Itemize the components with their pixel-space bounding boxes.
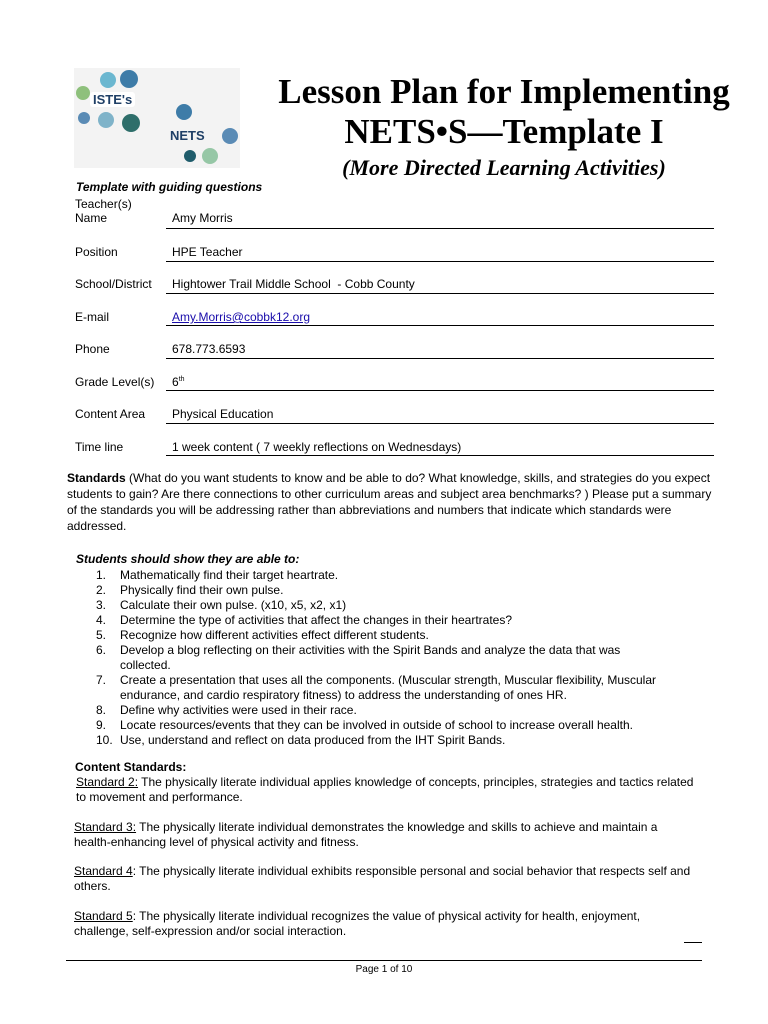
list-item <box>96 628 660 643</box>
standard-item <box>74 820 694 850</box>
logo-dot <box>122 114 140 132</box>
field-underline <box>166 358 714 359</box>
standard-label: Standard 3: <box>74 820 137 834</box>
template-guide-label: Template with guiding questions <box>76 180 263 194</box>
standard-label: Standard 2: <box>76 775 139 789</box>
list-item <box>96 598 660 613</box>
teacher-name-label-line2: Name <box>75 211 108 225</box>
item-number: 5. <box>96 628 107 642</box>
phone-value: 678.773.6593 <box>172 342 246 356</box>
item-text: Use, understand and reflect on data produced from the IHT Spirit Bands. <box>120 733 506 747</box>
item-number: 9. <box>96 718 107 732</box>
item-text: Define why activities were used in their race. <box>120 703 357 717</box>
standards-text: (What do you want students to know and be able to do? What knowledge, skills, and strategies do you expect students to gain? Are there connections to other curriculum areas and subject area benchmarks? ) Please put a summary of the standards you will be addressing rather than abbreviations and numbers that indicate which standards were addressed. <box>67 471 712 533</box>
field-underline <box>166 228 714 229</box>
item-number: 4. <box>96 613 107 627</box>
content-standards-heading: Content Standards: <box>75 760 187 774</box>
list-item <box>96 673 660 703</box>
field-underline <box>166 261 714 262</box>
grade-suffix: th <box>178 376 185 383</box>
position-label: Position <box>75 245 118 259</box>
item-text: Recognize how different activities effect different students. <box>120 628 429 642</box>
teacher-name-label-line1: Teacher(s) <box>75 197 132 211</box>
list-item <box>96 733 660 748</box>
item-text: Mathematically find their target heartrate. <box>120 568 339 582</box>
standards-heading: Standards <box>67 471 126 485</box>
logo-dot <box>202 148 218 164</box>
timeline-value: 1 week content ( 7 weekly reflections on Wednesdays) <box>172 440 462 454</box>
content-area-label: Content Area <box>75 407 146 421</box>
grade-number: 6 <box>172 375 179 389</box>
phone-label: Phone <box>75 342 110 356</box>
document-title-line2: NETS•S—Template I <box>344 112 664 151</box>
logo-dot <box>176 104 192 120</box>
footer-rule <box>66 960 702 961</box>
grade-level-label: Grade Level(s) <box>75 375 155 389</box>
item-number: 8. <box>96 703 107 717</box>
standard-text: The physically literate individual applies knowledge of concepts, principles, strategies and tactics related to movement and performance. <box>76 775 694 804</box>
field-underline <box>166 293 714 294</box>
email-label: E-mail <box>75 310 110 324</box>
standard-item <box>74 864 694 894</box>
logo-dot <box>120 70 138 88</box>
standard-text: : The physically literate individual recognizes the value of physical activity for health, enjoyment, challenge, self-expression and/or social interaction. <box>74 909 641 938</box>
field-underline <box>166 325 714 326</box>
list-item <box>96 718 660 733</box>
field-underline <box>166 423 714 424</box>
item-text: Physically find their own pulse. <box>120 583 284 597</box>
list-item <box>96 613 660 628</box>
logo-dot <box>100 72 116 88</box>
item-text: Determine the type of activities that affect the changes in their heartrates? <box>120 613 512 627</box>
school-district-value: Hightower Trail Middle School - Cobb County <box>172 277 415 291</box>
document-title-line1: Lesson Plan for Implementing <box>278 72 730 111</box>
footnote-rule <box>684 942 702 943</box>
standard-text: The physically literate individual demonstrates the knowledge and skills to achieve and maintain a health-enhancing level of physical activity and fitness. <box>74 820 658 849</box>
item-text: Develop a blog reflecting on their activities with the Spirit Bands and analyze the data that was collected. <box>120 643 621 672</box>
document-subtitle: (More Directed Learning Activities) <box>342 155 666 180</box>
standard-text: : The physically literate individual exhibits responsible personal and social behavior that respects self and others. <box>74 864 691 893</box>
standard-label: Standard 5 <box>74 909 133 923</box>
item-text: Locate resources/events that they can be involved in outside of school to increase overall health. <box>120 718 633 732</box>
school-district-label: School/District <box>75 277 152 291</box>
item-number: 10. <box>96 733 113 747</box>
item-number: 7. <box>96 673 107 687</box>
timeline-label: Time line <box>75 440 124 454</box>
position-value: HPE Teacher <box>172 245 243 259</box>
grade-level-value <box>172 375 185 389</box>
logo-dot <box>76 86 90 100</box>
logo-dot <box>78 112 90 124</box>
logo-text-iste: ISTE's <box>90 92 135 107</box>
standards-paragraph <box>67 470 713 534</box>
list-item <box>96 643 660 673</box>
item-text: Create a presentation that uses all the components. (Muscular strength, Muscular flexibility, Muscular endurance, and cardio respiratory fitness) to address the understanding of ones HR. <box>120 673 657 702</box>
field-underline <box>166 455 714 456</box>
logo-text-nets: NETS <box>170 128 205 143</box>
iste-nets-logo <box>74 68 240 168</box>
field-underline <box>166 390 714 391</box>
item-text: Calculate their own pulse. (x10, x5, x2, x1) <box>120 598 347 612</box>
list-item <box>96 703 660 718</box>
email-link[interactable]: Amy.Morris@cobbk12.org <box>172 310 310 324</box>
logo-dot <box>98 112 114 128</box>
logo-dot <box>184 150 196 162</box>
logo-dot <box>222 128 238 144</box>
page-number: Page 1 of 10 <box>355 964 413 975</box>
item-number: 3. <box>96 598 107 612</box>
standard-label: Standard 4 <box>74 864 133 878</box>
standard-item <box>74 775 696 805</box>
item-number: 6. <box>96 643 107 657</box>
list-item <box>96 568 660 583</box>
objectives-list <box>96 568 660 748</box>
content-area-value: Physical Education <box>172 407 274 421</box>
item-number: 1. <box>96 568 107 582</box>
item-number: 2. <box>96 583 107 597</box>
objectives-heading: Students should show they are able to: <box>76 552 300 566</box>
list-item <box>96 583 660 598</box>
standard-item <box>74 909 694 939</box>
teacher-name-value: Amy Morris <box>172 211 233 225</box>
